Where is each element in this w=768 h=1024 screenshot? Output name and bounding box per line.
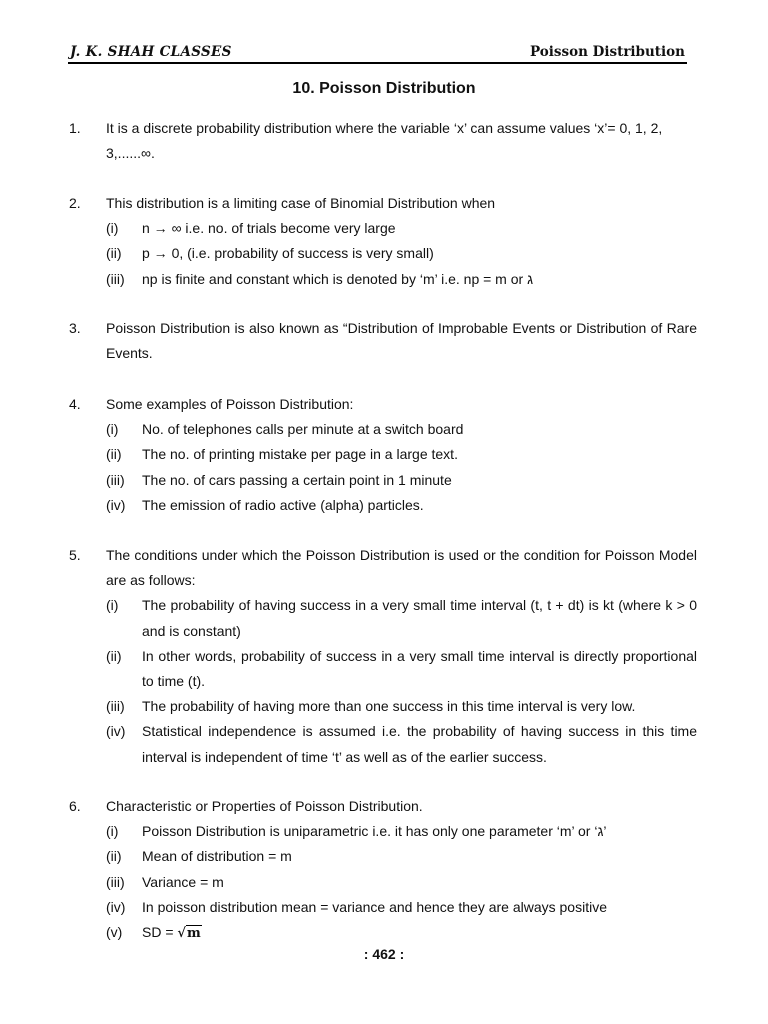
item-label: (ii) (106, 446, 122, 463)
section-text: The conditions under which the Poisson Distribution is used or the condition for Poisson Model are as follows: (106, 547, 697, 589)
list-item (69, 719, 697, 769)
section-5 (69, 543, 697, 770)
item-label: (iv) (106, 496, 126, 513)
section-3 (69, 316, 697, 366)
list-item (69, 920, 697, 946)
section-text: It is a discrete probability distribution where the variable ‘x’ can assume values ‘x’= 0, 1, 2, 3,......∞. (106, 120, 663, 162)
section-text: Characteristic or Properties of Poisson Distribution. (106, 798, 423, 814)
item-label: (iv) (106, 723, 126, 740)
item-text: In other words, probability of success in a very small time interval is directly proportional to time (t). (142, 647, 697, 690)
page-title: 10. Poisson Distribution (292, 80, 476, 97)
list-item (69, 493, 697, 518)
section-number: 2. (69, 195, 81, 211)
item-text: The no. of printing mistake per page in a large text. (142, 446, 458, 463)
list-item (69, 241, 697, 266)
section-number: 6. (69, 798, 81, 814)
sd-radicand: m (186, 926, 201, 942)
section-1 (69, 116, 697, 166)
item-text: The no. of cars passing a certain point in 1 minute (142, 471, 452, 488)
header-institute: J. K. SHAH CLASSES (70, 44, 232, 60)
item-label: (i) (106, 421, 119, 438)
list-item (69, 267, 697, 292)
item-text: np is finite and constant which is denoted by ‘m’ i.e. np = m or ג (142, 270, 533, 287)
item-label: (iii) (106, 471, 125, 488)
item-label: (iii) (106, 873, 125, 890)
item-label: (iv) (106, 898, 126, 915)
item-text: In poisson distribution mean = variance and hence they are always positive (142, 898, 607, 915)
item-label: (i) (106, 823, 119, 840)
list-item (69, 468, 697, 493)
item-text: p → 0, (i.e. probability of success is very small) (142, 245, 434, 262)
section-text: Some examples of Poisson Distribution: (106, 396, 354, 412)
section-number: 1. (69, 120, 81, 136)
section-number: 3. (69, 320, 81, 336)
page-number: : 462 : (363, 946, 405, 962)
item-label: (ii) (106, 647, 122, 664)
item-label: (iii) (106, 270, 125, 287)
list-item (69, 844, 697, 869)
item-label: (ii) (106, 848, 122, 865)
item-text: Mean of distribution = m (142, 848, 292, 865)
section-number: 4. (69, 396, 81, 412)
item-label: (v) (106, 924, 123, 941)
item-text (142, 920, 697, 946)
section-number: 5. (69, 547, 81, 563)
list-item (69, 819, 697, 844)
list-item (69, 694, 697, 719)
list-item (69, 895, 697, 920)
item-label: (i) (106, 597, 119, 614)
section-text: This distribution is a limiting case of Binomial Distribution when (106, 195, 496, 211)
item-label: (ii) (106, 245, 122, 262)
section-text: Poisson Distribution is also known as “Distribution of Improbable Events or Distribution of Rare Events. (106, 320, 697, 362)
item-label: (iii) (106, 698, 125, 715)
square-root-symbol: √m (177, 926, 201, 942)
item-text: Statistical independence is assumed i.e. the probability of having success in this time interval is independent of time ‘t’ as well as of the earlier success. (142, 723, 697, 765)
list-item (69, 442, 697, 467)
page-header (68, 44, 687, 64)
list-item (69, 216, 697, 241)
item-text: No. of telephones calls per minute at a switch board (142, 421, 464, 438)
sd-prefix: SD = (142, 924, 178, 941)
item-label: (i) (106, 220, 119, 237)
list-item (69, 870, 697, 895)
item-text: The emission of radio active (alpha) particles. (142, 496, 424, 513)
section-2 (69, 191, 697, 292)
section-6 (69, 794, 697, 946)
header-chapter: Poisson Distribution (530, 44, 685, 60)
item-text: n → ∞ i.e. no. of trials become very large (142, 220, 396, 237)
item-text: Poisson Distribution is uniparametric i.e. it has only one parameter ‘m’ or ‘ג’ (142, 823, 607, 840)
list-item (69, 417, 697, 442)
item-text: Variance = m (142, 873, 224, 890)
item-text: The probability of having success in a very small time interval (t, t + dt) is kt (where k > 0 and is constant) (142, 597, 697, 639)
item-text: The probability of having more than one success in this time interval is very low. (142, 698, 636, 715)
list-item (69, 593, 697, 643)
list-item (69, 644, 697, 694)
section-4 (69, 392, 697, 518)
